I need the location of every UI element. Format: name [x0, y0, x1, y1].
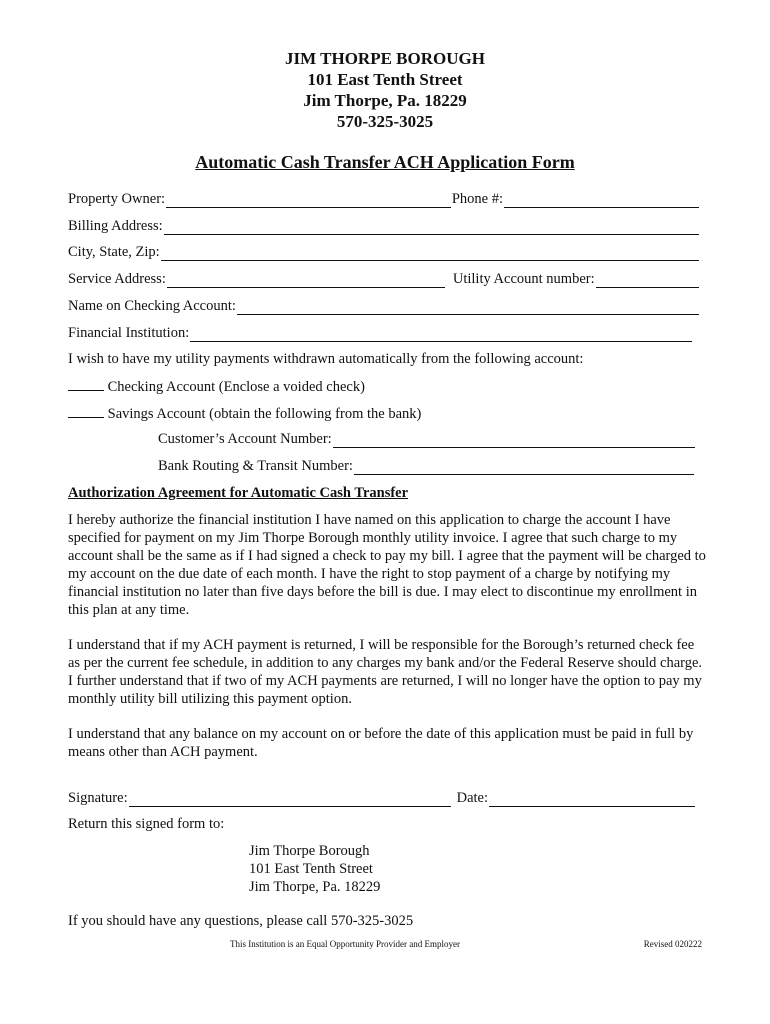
checking-option-label: Checking Account (Enclose a voided check) [107, 379, 365, 395]
return-address-city: Jim Thorpe, Pa. 18229 [249, 879, 381, 895]
authorization-paragraph-2: I understand that if my ACH payment is returned, I will be responsible for the Borough’s returned check fee as per the current fee schedule, in addition to any charges my bank and/or the Federal Reserve should charge. I further understand that if two of my ACH payments are returned, I will no longer have the option to pay my monthly utility bill utilizing this payment option. [68, 637, 703, 707]
return-address-street: 101 East Tenth Street [249, 861, 373, 877]
city-state-zip-row [68, 243, 700, 261]
customer-account-label: Customer’s Account Number: [158, 431, 332, 447]
billing-address-field[interactable] [164, 220, 699, 235]
date-field[interactable] [489, 792, 695, 807]
org-phone: 570-325-3025 [336, 112, 434, 131]
savings-option-label: Savings Account (obtain the following from the bank) [107, 406, 422, 422]
utility-account-label: Utility Account number: [452, 271, 595, 287]
authorization-paragraph-3: I understand that any balance on my account on or before the date of this application must be paid in full by means other than ACH payment. [68, 726, 694, 760]
equal-opportunity-notice: This Institution is an Equal Opportunity Provider and Employer [230, 939, 460, 949]
savings-option-blank[interactable] [68, 404, 104, 418]
authorization-heading: Authorization Agreement for Automatic Cash Transfer [68, 485, 409, 501]
revision-date: Revised 020222 [643, 939, 702, 949]
checking-option-blank[interactable] [68, 377, 104, 391]
billing-address-row [68, 217, 700, 235]
bank-routing-label: Bank Routing & Transit Number: [158, 458, 353, 474]
service-address-field[interactable] [167, 273, 445, 288]
bank-routing-row [158, 457, 695, 475]
name-on-checking-row [68, 297, 700, 315]
property-owner-label: Property Owner: [68, 191, 166, 207]
signature-label: Signature: [68, 790, 128, 806]
phone-label: Phone #: [451, 191, 503, 207]
savings-option-row [68, 404, 421, 423]
customer-account-field[interactable] [333, 433, 695, 448]
customer-account-row [158, 430, 696, 448]
authorization-paragraph-1: I hereby authorize the financial institution I have named on this application to charge the account I have specified for payment on my Jim Thorpe Borough monthly utility invoice. I agree that such charge to my account shall be the same as if I had signed a check to pay my bill. I agree that the payment will be charged to my account on the due date of each month. I have the right to stop payment of a charge by notifying my financial institution no later than five days before the bill is due. I may elect to discontinue my enrollment in this plan at any time. [68, 512, 706, 618]
service-address-row [68, 270, 700, 288]
financial-institution-label: Financial Institution: [68, 325, 190, 341]
org-street: 101 East Tenth Street [307, 70, 463, 89]
phone-field[interactable] [504, 193, 699, 208]
org-city-state-zip: Jim Thorpe, Pa. 18229 [303, 91, 467, 110]
utility-account-field[interactable] [596, 273, 699, 288]
withdraw-instructions: I wish to have my utility payments withdrawn automatically from the following account: [68, 351, 584, 367]
return-address-name: Jim Thorpe Borough [249, 843, 370, 859]
signature-row [68, 789, 696, 807]
name-on-checking-label: Name on Checking Account: [68, 298, 236, 314]
form-title: Automatic Cash Transfer ACH Application Form [195, 152, 575, 172]
billing-address-label: Billing Address: [68, 218, 163, 234]
checking-option-row [68, 377, 365, 396]
signature-field[interactable] [129, 792, 451, 807]
date-label: Date: [456, 790, 489, 806]
bank-routing-field[interactable] [354, 460, 694, 475]
name-on-checking-field[interactable] [237, 300, 699, 315]
city-state-zip-field[interactable] [161, 246, 699, 261]
city-state-zip-label: City, State, Zip: [68, 244, 160, 260]
property-owner-field[interactable] [166, 193, 451, 208]
financial-institution-field[interactable] [190, 327, 692, 342]
return-instructions: Return this signed form to: [68, 816, 225, 832]
questions-contact: If you should have any questions, please call 570-325-3025 [68, 913, 414, 929]
org-name: JIM THORPE BOROUGH [285, 49, 485, 68]
financial-institution-row [68, 324, 693, 342]
property-owner-row [68, 190, 700, 208]
service-address-label: Service Address: [68, 271, 166, 287]
